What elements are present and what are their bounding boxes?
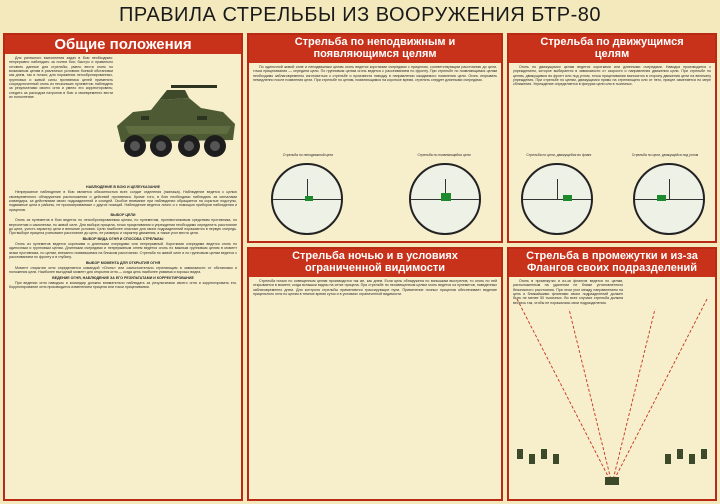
panel-night bbox=[247, 247, 503, 501]
panel-general-header: Общие положения bbox=[5, 35, 241, 54]
target-silhouette bbox=[563, 195, 572, 201]
night-text bbox=[249, 277, 501, 299]
sight-reticle-moving-angle bbox=[633, 163, 705, 235]
panel-general bbox=[3, 33, 243, 501]
panel-moving-header: Стрельба по движущимся целям bbox=[509, 35, 715, 63]
general-sub-correction: ВЕДЕНИЕ ОГНЯ, НАБЛЮДЕНИЕ ЗА ЕГО РЕЗУЛЬТАТАМИ И КОРРЕКТИРОВАНИЕ bbox=[52, 275, 194, 280]
btr80-vehicle-image bbox=[111, 82, 241, 170]
general-correction-text: При ведении огня наводчик и командир должны внимательно наблюдать за результатами своего огня и корректировать его. Корректирование огня производится изменением прицела или точки прицеливания. bbox=[9, 280, 237, 290]
general-observation-text: Непрерывное наблюдение в бою является обязанностью всех солдат отделения (экипажа). Наблюдение ведется с целью своевременного обнаружения расположения и действий противника. Кроме того, в бою необходимо наблюдать за сигналами командира, за действиями своих подразделений и соседей. Особое внимание при наблюдении обращается на скрытые подступы, подвижные цели и районы, не просматриваемые с других позиций. Наблюдение ведется лично и с помощью приборов наблюдения и прицелов. bbox=[9, 190, 237, 212]
target-silhouette bbox=[305, 196, 313, 201]
panel-moving bbox=[507, 33, 717, 243]
general-sub-target-choice: ВЫБОР ЦЕЛИ bbox=[110, 213, 136, 218]
night-body: Стрельба ночью по освещенным целям производится так же, как днем. Если цель обнаружена по вспышкам выстрелов, то огонь по ней открывается в момент, когда вспышки видны на сетке прицела. При стрельбе по неосвещенным целям огонь ведется из пулеметов, наведенных заблаговременно днем. Для контроля стрельбы применяются трассирующие пули. Применение ночных прицелов обеспечивает ведение прицельного огня по целям в темное время суток и в условиях ограниченной видимости. bbox=[253, 279, 497, 297]
flanks-body: Огонь в промежутки и из-за флангов ведется по целям, расположенным на удалении не ближе установленного безопасного расстояния. При этом угол между направлением на цель и ближайшими флангами своих подразделений должен быть не менее 50 тысячных. Во всех случаях стрельба должна вестись так, чтобы не поражались свои подразделения. bbox=[513, 279, 623, 305]
general-sub-fire-mode: ВЫБОР ВИДА ОГНЯ И СПОСОБА СТРЕЛЬБЫ bbox=[82, 236, 164, 241]
stationary-body: По одиночной живой силе и неподвижным целям огонь ведется короткими очередями с прицелом, соответствующим расстоянию до цели, точка прицеливания — середина цели. По групповым целям огонь ведется с рассеиванием по фронту. При стрельбе по появляющимся целям необходимо заблаговременно изготовиться к стрельбе и произвести наводку в направлении ожидаемого появления цели. Огонь открывать немедленно после появления цели. При стрельбе по целям, появляющимся на короткое время, стрелять следует длинными очередями. bbox=[253, 65, 497, 83]
caption-stationary: Стрельба по неподвижной цели bbox=[282, 153, 334, 157]
moving-body: Огонь по движущимся целям ведется короткими или длинными очередями. Наводка производится с упреждением, которое выбирается в зависимости от скорости и направления движения цели. При стрельбе по целям, движущимся во фронт или под углом, точка прицеливания выносится в сторону движения цели на величину упреждения. При стрельбе по целям, движущимся прямо на стреляющего или от него, прицел изменяется по мере сближения. Упреждение определяется в фигурах цели или в тысячных. bbox=[513, 65, 711, 87]
sight-reticle-appearing bbox=[409, 163, 481, 235]
general-intro bbox=[5, 54, 117, 102]
moving-text bbox=[509, 63, 715, 157]
poster-title: ПРАВИЛА СТРЕЛЬБЫ ИЗ ВООРУЖЕНИЯ БТР-80 bbox=[119, 4, 601, 26]
panel-night-header: Стрельба ночью и в условиях ограниченной видимости bbox=[249, 249, 501, 277]
general-sub-observation: НАБЛЮДЕНИЕ В БОЮ И ЦЕЛЕУКАЗАНИЕ bbox=[86, 185, 160, 189]
soldier-figure-group bbox=[517, 449, 707, 464]
panel-flanks-header: Стрельба в промежутки и из-за Флангов своих подразделений bbox=[509, 249, 715, 277]
general-fire-mode-text: Огонь из пулеметов ведется короткими и длинными очередями или непрерывный. Короткими очередями ведется огонь по одиночным и групповым целям. Длинными очередями и непрерывным огнем ведется огонь по важным групповым целям в момент атаки противника, по целям, внезапно появившимся на близком расстоянии. Стрельба по живой силе и по групповым целям ведется с рассеиванием по фронту и в глубину. bbox=[9, 242, 237, 260]
panel-stationary bbox=[247, 33, 503, 243]
target-silhouette bbox=[657, 195, 666, 201]
stationary-text bbox=[249, 63, 501, 157]
caption-moving-flank: Стрельба по цели, движущейся во фланг bbox=[526, 153, 592, 157]
general-body bbox=[5, 182, 241, 293]
panel-flanks bbox=[507, 247, 717, 501]
general-target-choice-text: Огонь из пулеметов в бою ведется по легкобронированным целям, по пулеметам, противотанковым средствам противника, по вертолетам и самолетам, по живой силе. Для выбора прицела, точки прицеливания и упреждения необходимо определить расстояние до цели, учесть характер цели и внешние условия. Цели наиболее опасные для своих подразделений поражаются в первую очередь. При выборе прицела учитывают расстояние до цели, ее размеры и характер движения, а также угол места цели. bbox=[9, 218, 237, 236]
general-sub-fire-moment: ВЫБОР МОМЕНТА ДЛЯ ОТКРЫТИЯ ОГНЯ bbox=[85, 260, 161, 265]
sight-reticle-moving-flank bbox=[521, 163, 593, 235]
panel-stationary-header: Стрельба по неподвижным и появляющимся целям bbox=[249, 35, 501, 63]
general-intro-text: Для успешного выполнения задач в бою необходимо: непрерывно наблюдать за полем боя; быстро и правильно готовить данные для стрельбы; умело вести огонь по возможным целям в различных условиях боевой обстановки как днем, так и ночью; для поражения легкобронированных, групповых и живой силы противника целей применять сосредоточенный огонь из нескольких пулеметов; наблюдать за результатами своего огня и умело его корректировать; следить за расходом патронов в бою и своевременно вести их пополнение. bbox=[9, 56, 113, 100]
btr-icon bbox=[605, 477, 619, 485]
flank-fire-diagram bbox=[509, 279, 715, 499]
caption-appearing: Стрельба по появляющейся цели bbox=[417, 153, 471, 157]
target-silhouette bbox=[441, 193, 451, 201]
caption-moving-angle: Стрельба по цели, движущейся под углом bbox=[631, 153, 699, 157]
general-fire-moment-text: Момент открытия огня определяется командой «Огонь» или самостоятельно стреляющим в зависимости от обстановки и положения цели. Наиболее выгодный момент для открытия огня — когда цель наиболее уязвима и хорошо видна. bbox=[9, 265, 237, 275]
sight-reticle-stationary bbox=[271, 163, 343, 235]
